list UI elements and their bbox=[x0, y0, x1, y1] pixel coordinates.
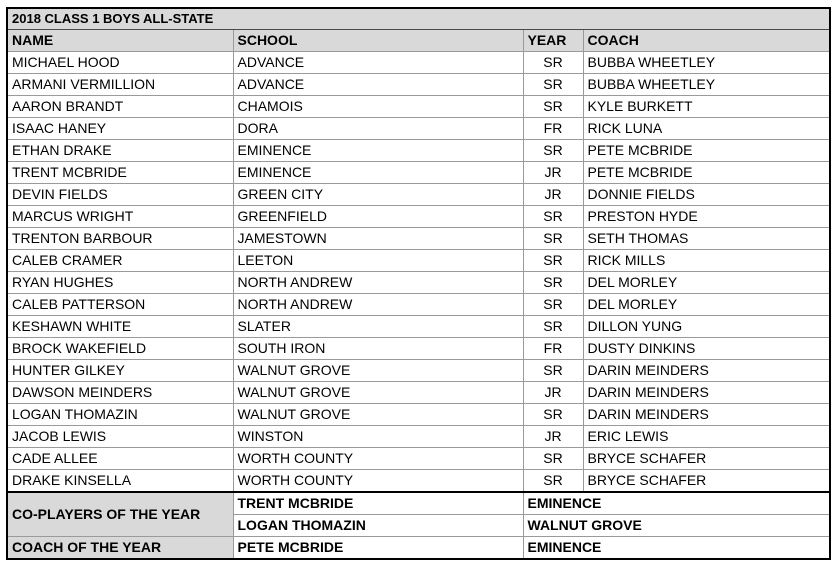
player-year: JR bbox=[523, 426, 583, 448]
player-coach: BUBBA WHEETLEY bbox=[583, 52, 830, 74]
co-player-name: LOGAN THOMAZIN bbox=[233, 515, 523, 537]
player-year: JR bbox=[523, 184, 583, 206]
player-name: CALEB PATTERSON bbox=[7, 294, 233, 316]
player-school: JAMESTOWN bbox=[233, 228, 523, 250]
player-row bbox=[7, 250, 830, 272]
player-row bbox=[7, 96, 830, 118]
player-coach: ERIC LEWIS bbox=[583, 426, 830, 448]
co-player-name: TRENT MCBRIDE bbox=[233, 492, 523, 515]
player-name: DRAKE KINSELLA bbox=[7, 470, 233, 493]
player-row bbox=[7, 228, 830, 250]
player-row bbox=[7, 118, 830, 140]
player-year: SR bbox=[523, 96, 583, 118]
player-name: BROCK WAKEFIELD bbox=[7, 338, 233, 360]
player-year: SR bbox=[523, 228, 583, 250]
player-coach: RICK LUNA bbox=[583, 118, 830, 140]
player-coach: BUBBA WHEETLEY bbox=[583, 74, 830, 96]
player-year: SR bbox=[523, 250, 583, 272]
header-coach: COACH bbox=[583, 30, 830, 52]
player-row bbox=[7, 52, 830, 74]
player-school: SOUTH IRON bbox=[233, 338, 523, 360]
player-school: WALNUT GROVE bbox=[233, 360, 523, 382]
player-coach: DARIN MEINDERS bbox=[583, 360, 830, 382]
player-row bbox=[7, 74, 830, 96]
player-coach: DILLON YUNG bbox=[583, 316, 830, 338]
player-coach: KYLE BURKETT bbox=[583, 96, 830, 118]
player-row bbox=[7, 140, 830, 162]
coach-of-year-label: COACH OF THE YEAR bbox=[7, 537, 233, 560]
player-name: LOGAN THOMAZIN bbox=[7, 404, 233, 426]
player-coach: BRYCE SCHAFER bbox=[583, 470, 830, 493]
player-row bbox=[7, 448, 830, 470]
coach-of-year-name: PETE MCBRIDE bbox=[233, 537, 523, 560]
player-name: MICHAEL HOOD bbox=[7, 52, 233, 74]
player-coach: DARIN MEINDERS bbox=[583, 382, 830, 404]
player-year: FR bbox=[523, 118, 583, 140]
player-name: HUNTER GILKEY bbox=[7, 360, 233, 382]
player-school: ADVANCE bbox=[233, 74, 523, 96]
player-year: SR bbox=[523, 74, 583, 96]
header-name: NAME bbox=[7, 30, 233, 52]
player-year: JR bbox=[523, 382, 583, 404]
co-player-row-1 bbox=[7, 492, 830, 515]
sheet-title: 2018 CLASS 1 BOYS ALL-STATE bbox=[7, 8, 830, 30]
player-name: JACOB LEWIS bbox=[7, 426, 233, 448]
player-year: SR bbox=[523, 206, 583, 228]
player-school: CHAMOIS bbox=[233, 96, 523, 118]
title-row bbox=[7, 8, 830, 30]
player-school: GREENFIELD bbox=[233, 206, 523, 228]
player-row bbox=[7, 404, 830, 426]
player-row bbox=[7, 206, 830, 228]
header-row bbox=[7, 30, 830, 52]
player-school: WALNUT GROVE bbox=[233, 404, 523, 426]
player-school: WINSTON bbox=[233, 426, 523, 448]
co-player-school: WALNUT GROVE bbox=[523, 515, 830, 537]
player-coach: PETE MCBRIDE bbox=[583, 162, 830, 184]
player-year: SR bbox=[523, 404, 583, 426]
player-name: ARMANI VERMILLION bbox=[7, 74, 233, 96]
player-coach: DUSTY DINKINS bbox=[583, 338, 830, 360]
coach-of-year-school: EMINENCE bbox=[523, 537, 830, 560]
player-row bbox=[7, 470, 830, 493]
player-row bbox=[7, 272, 830, 294]
header-year: YEAR bbox=[523, 30, 583, 52]
player-name: DEVIN FIELDS bbox=[7, 184, 233, 206]
player-school: EMINENCE bbox=[233, 140, 523, 162]
player-name: TRENT MCBRIDE bbox=[7, 162, 233, 184]
player-row bbox=[7, 360, 830, 382]
player-year: SR bbox=[523, 52, 583, 74]
player-school: DORA bbox=[233, 118, 523, 140]
player-coach: PETE MCBRIDE bbox=[583, 140, 830, 162]
player-school: GREEN CITY bbox=[233, 184, 523, 206]
player-coach: DEL MORLEY bbox=[583, 294, 830, 316]
coach-of-year-row bbox=[7, 537, 830, 560]
player-year: SR bbox=[523, 470, 583, 493]
player-coach: PRESTON HYDE bbox=[583, 206, 830, 228]
player-row bbox=[7, 162, 830, 184]
player-school: NORTH ANDREW bbox=[233, 294, 523, 316]
player-coach: RICK MILLS bbox=[583, 250, 830, 272]
player-coach: DONNIE FIELDS bbox=[583, 184, 830, 206]
player-name: RYAN HUGHES bbox=[7, 272, 233, 294]
player-school: LEETON bbox=[233, 250, 523, 272]
all-state-table bbox=[6, 7, 831, 560]
player-name: KESHAWN WHITE bbox=[7, 316, 233, 338]
player-coach: SETH THOMAS bbox=[583, 228, 830, 250]
player-row bbox=[7, 426, 830, 448]
player-year: FR bbox=[523, 338, 583, 360]
player-row bbox=[7, 338, 830, 360]
player-coach: DEL MORLEY bbox=[583, 272, 830, 294]
player-school: WORTH COUNTY bbox=[233, 470, 523, 493]
player-row bbox=[7, 382, 830, 404]
co-player-school: EMINENCE bbox=[523, 492, 830, 515]
player-name: ETHAN DRAKE bbox=[7, 140, 233, 162]
player-name: TRENTON BARBOUR bbox=[7, 228, 233, 250]
player-name: CALEB CRAMER bbox=[7, 250, 233, 272]
player-year: SR bbox=[523, 316, 583, 338]
player-school: WALNUT GROVE bbox=[233, 382, 523, 404]
player-row bbox=[7, 184, 830, 206]
player-school: NORTH ANDREW bbox=[233, 272, 523, 294]
player-school: WORTH COUNTY bbox=[233, 448, 523, 470]
player-year: SR bbox=[523, 360, 583, 382]
player-year: SR bbox=[523, 448, 583, 470]
co-players-label: CO-PLAYERS OF THE YEAR bbox=[7, 492, 233, 537]
player-name: DAWSON MEINDERS bbox=[7, 382, 233, 404]
player-school: SLATER bbox=[233, 316, 523, 338]
player-year: SR bbox=[523, 272, 583, 294]
player-name: AARON BRANDT bbox=[7, 96, 233, 118]
player-school: EMINENCE bbox=[233, 162, 523, 184]
header-school: SCHOOL bbox=[233, 30, 523, 52]
player-name: CADE ALLEE bbox=[7, 448, 233, 470]
player-year: SR bbox=[523, 294, 583, 316]
player-coach: BRYCE SCHAFER bbox=[583, 448, 830, 470]
player-year: JR bbox=[523, 162, 583, 184]
all-state-sheet bbox=[6, 7, 829, 560]
player-school: ADVANCE bbox=[233, 52, 523, 74]
player-row bbox=[7, 294, 830, 316]
player-row bbox=[7, 316, 830, 338]
player-name: MARCUS WRIGHT bbox=[7, 206, 233, 228]
player-name: ISAAC HANEY bbox=[7, 118, 233, 140]
player-year: SR bbox=[523, 140, 583, 162]
player-coach: DARIN MEINDERS bbox=[583, 404, 830, 426]
